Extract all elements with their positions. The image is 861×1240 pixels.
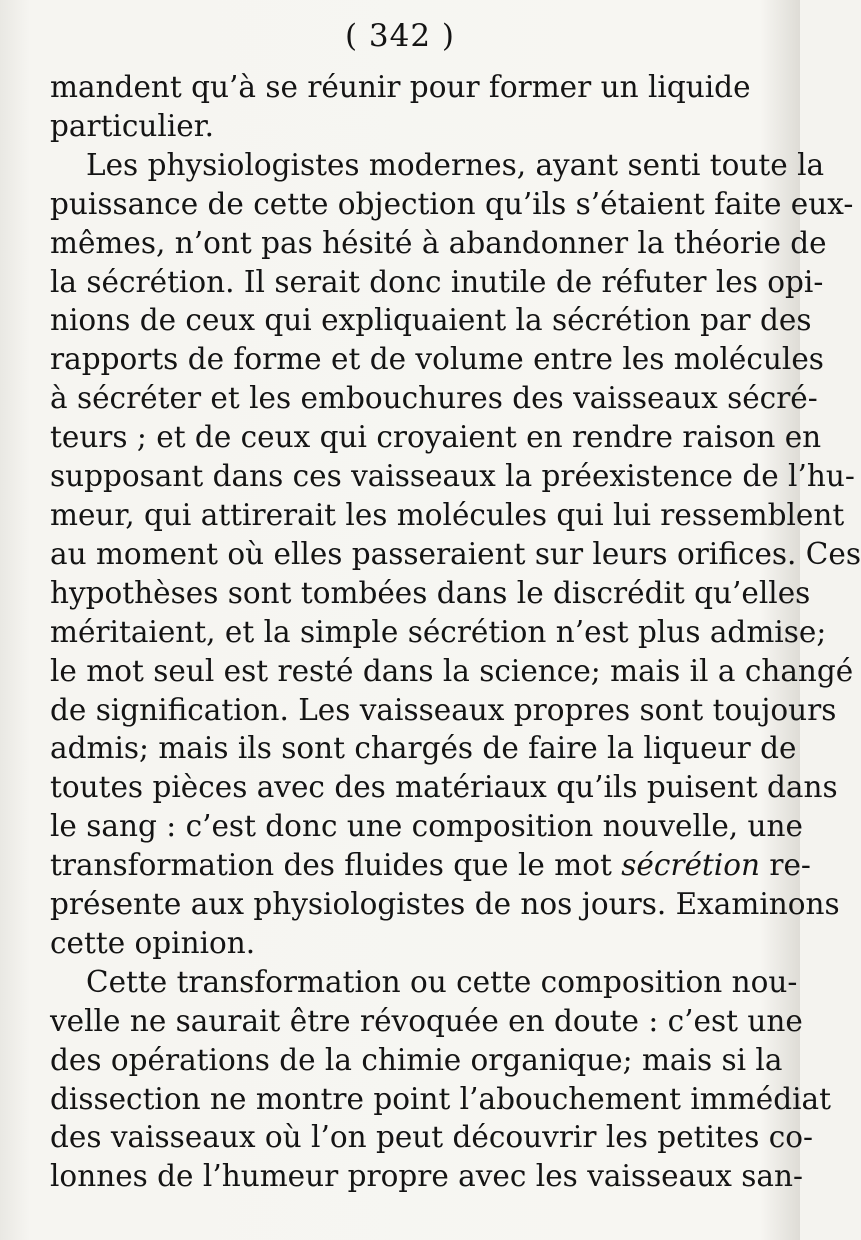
text-fragment: transformation des fluides que le mot xyxy=(50,848,622,883)
text-line: meur, qui attirerait les molécules qui lui ressemblent xyxy=(50,497,845,532)
text-line: la sécrétion. Il serait donc inutile de réfuter les opi- xyxy=(50,264,824,299)
text-line: hypothèses sont tombées dans le discrédit qu’elles xyxy=(50,575,811,610)
text-line: mandent qu’à se réunir pour former un liquide xyxy=(50,70,751,104)
text-line: dissection ne montre point l’abouchement immédiat xyxy=(50,1081,831,1116)
text-line: Cette transformation ou cette composition nou- xyxy=(86,964,798,999)
text-line: cette opinion. xyxy=(50,925,256,960)
text-line: lonnes de l’humeur propre avec les vaisseaux san- xyxy=(50,1159,803,1194)
text-line: des vaisseaux où l’on peut découvrir les petites co- xyxy=(50,1120,813,1155)
text-line-with-italic xyxy=(50,846,811,885)
text-line: à sécréter et les embouchures des vaisseaux sécré- xyxy=(50,381,818,416)
text-line: méritaient, et la simple sécrétion n’est plus admise; xyxy=(50,614,827,649)
paragraph-continuation xyxy=(50,68,751,146)
text-line: le mot seul est resté dans la science; mais il a changé xyxy=(50,653,854,688)
text-line: au moment où elles passeraient sur leurs orifices. Ces xyxy=(50,536,861,571)
text-line: présente aux physiologistes de nos jours. Examinons xyxy=(50,887,840,922)
text-line: particulier. xyxy=(50,108,214,143)
text-line: velle ne saurait être révoquée en doute : c’est une xyxy=(50,1003,803,1038)
text-line: mêmes, n’ont pas hésité à abandonner la théorie de xyxy=(50,225,827,260)
text-line: puissance de cette objection qu’ils s’étaient faite eux- xyxy=(50,186,854,221)
text-line: supposant dans ces vaisseaux la préexistence de l’hu- xyxy=(50,459,855,494)
page-number: ( 342 ) xyxy=(344,18,456,54)
text-line: admis; mais ils sont chargés de faire la liqueur de xyxy=(50,731,797,766)
text-line: rapports de forme et de volume entre les molécules xyxy=(50,342,824,377)
text-line: des opérations de la chimie organique; mais si la xyxy=(50,1042,783,1077)
text-line: teurs ; et de ceux qui croyaient en rendre raison en xyxy=(50,420,822,455)
paragraph-physiologistes xyxy=(50,146,861,963)
text-line: nions de ceux qui expliquaient la sécrétion par des xyxy=(50,303,812,338)
text-line: Les physiologistes modernes, ayant senti toute la xyxy=(86,147,825,182)
paragraph-transformation xyxy=(50,963,831,1196)
body-text xyxy=(50,68,861,1196)
text-line: le sang : c’est donc une composition nouvelle, une xyxy=(50,809,803,844)
text-line: toutes pièces avec des matériaux qu’ils puisent dans xyxy=(50,770,838,805)
text-line: de signification. Les vaisseaux propres sont toujours xyxy=(50,692,837,727)
text-fragment: re- xyxy=(759,848,811,883)
italic-term: sécrétion xyxy=(621,848,760,883)
